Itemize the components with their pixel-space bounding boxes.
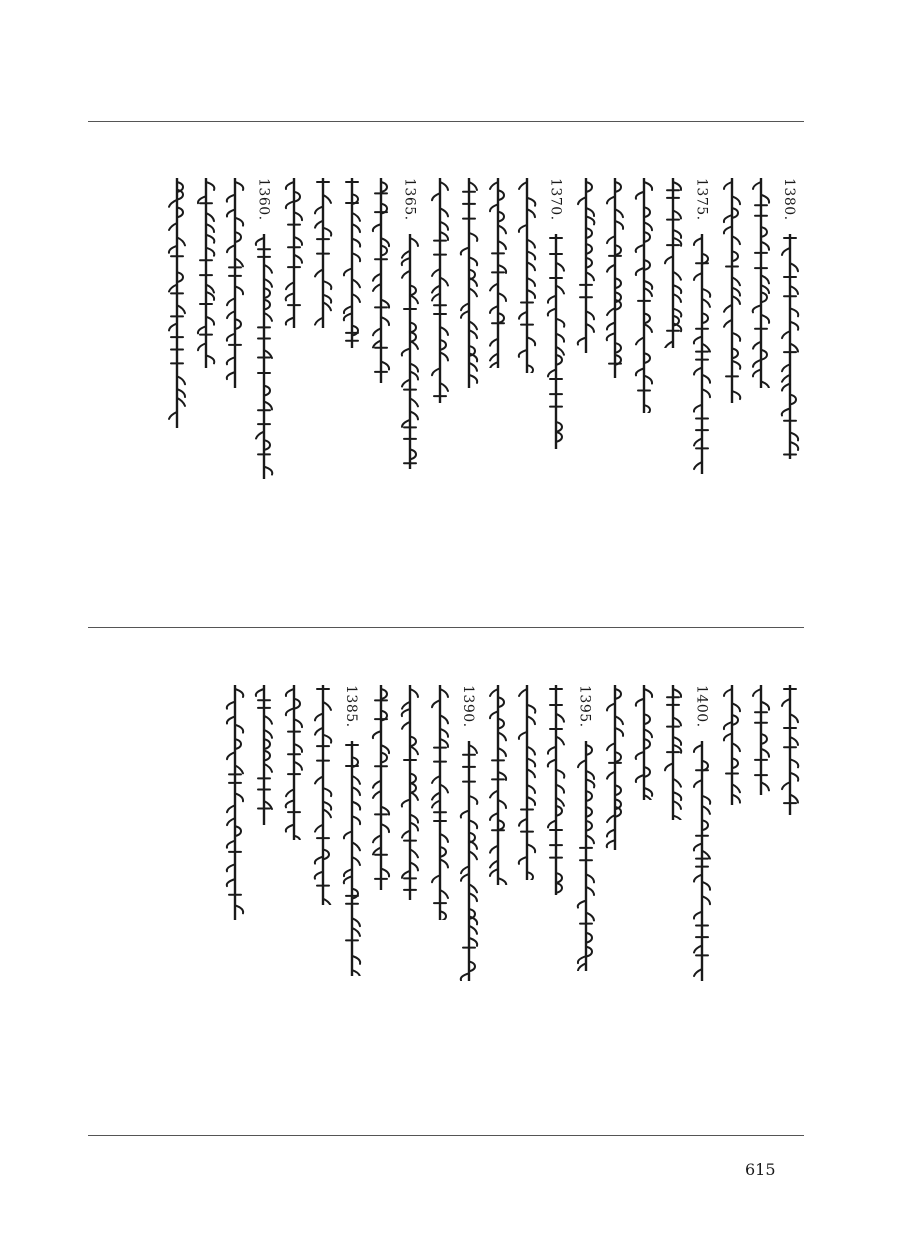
mongolian-script-glyphs <box>429 178 451 403</box>
verse-number: 1385. <box>343 685 359 728</box>
mongolian-script-glyphs <box>575 178 597 353</box>
mongolian-script-glyphs <box>253 234 275 479</box>
lower-verse-block <box>88 685 804 1115</box>
mongolian-script-glyphs <box>750 178 772 388</box>
mongolian-script-glyphs <box>487 178 509 368</box>
mongolian-script-glyphs <box>224 685 246 920</box>
verse-number: 1375. <box>693 178 710 221</box>
mongolian-script-glyphs <box>575 741 597 971</box>
mongolian-script-glyphs <box>779 685 801 815</box>
upper-verse-block <box>88 178 804 608</box>
mongolian-script-glyphs <box>370 685 392 890</box>
mongolian-script-glyphs <box>458 741 480 981</box>
verse-number: 1370. <box>547 178 564 221</box>
mongolian-script-glyphs <box>721 178 743 403</box>
mongolian-script-glyphs <box>487 685 509 885</box>
mongolian-script-glyphs <box>283 685 305 840</box>
mongolian-script-glyphs <box>195 178 217 368</box>
mongolian-script-glyphs <box>370 178 392 383</box>
mongolian-script-glyphs <box>166 178 188 428</box>
verse-number: 1390. <box>459 685 476 728</box>
middle-divider <box>88 627 804 628</box>
mongolian-script-glyphs <box>458 178 480 388</box>
mongolian-script-glyphs <box>604 685 626 850</box>
mongolian-script-glyphs <box>691 234 713 474</box>
verse-number: 1360. <box>255 178 272 221</box>
mongolian-script-glyphs <box>283 178 305 328</box>
mongolian-script-glyphs <box>779 234 801 459</box>
verse-number: 1365. <box>401 178 418 221</box>
mongolian-script-glyphs <box>516 178 538 373</box>
mongolian-script-glyphs <box>399 685 421 900</box>
mongolian-script-glyphs <box>312 685 334 905</box>
mongolian-script-glyphs <box>253 685 275 825</box>
mongolian-script-glyphs <box>224 178 246 388</box>
mongolian-script-glyphs <box>312 178 334 328</box>
mongolian-script-glyphs <box>399 234 421 469</box>
mongolian-script-glyphs <box>341 741 363 976</box>
mongolian-script-glyphs <box>633 685 655 800</box>
mongolian-script-glyphs <box>429 685 451 920</box>
mongolian-script-glyphs <box>721 685 743 805</box>
mongolian-script-glyphs <box>633 178 655 413</box>
verse-number: 1400. <box>693 685 710 728</box>
verse-number: 1380. <box>781 178 797 221</box>
mongolian-script-glyphs <box>545 685 567 895</box>
bottom-divider <box>88 1135 804 1136</box>
mongolian-script-glyphs <box>750 685 772 795</box>
mongolian-script-glyphs <box>545 234 567 449</box>
top-divider <box>88 121 804 122</box>
mongolian-script-glyphs <box>691 741 713 981</box>
mongolian-script-glyphs <box>341 178 363 348</box>
mongolian-script-glyphs <box>516 685 538 880</box>
page-number: 615 <box>745 1160 776 1179</box>
mongolian-script-glyphs <box>662 178 684 348</box>
mongolian-script-glyphs <box>662 685 684 820</box>
verse-number: 1395. <box>576 685 593 728</box>
mongolian-script-glyphs <box>604 178 626 378</box>
